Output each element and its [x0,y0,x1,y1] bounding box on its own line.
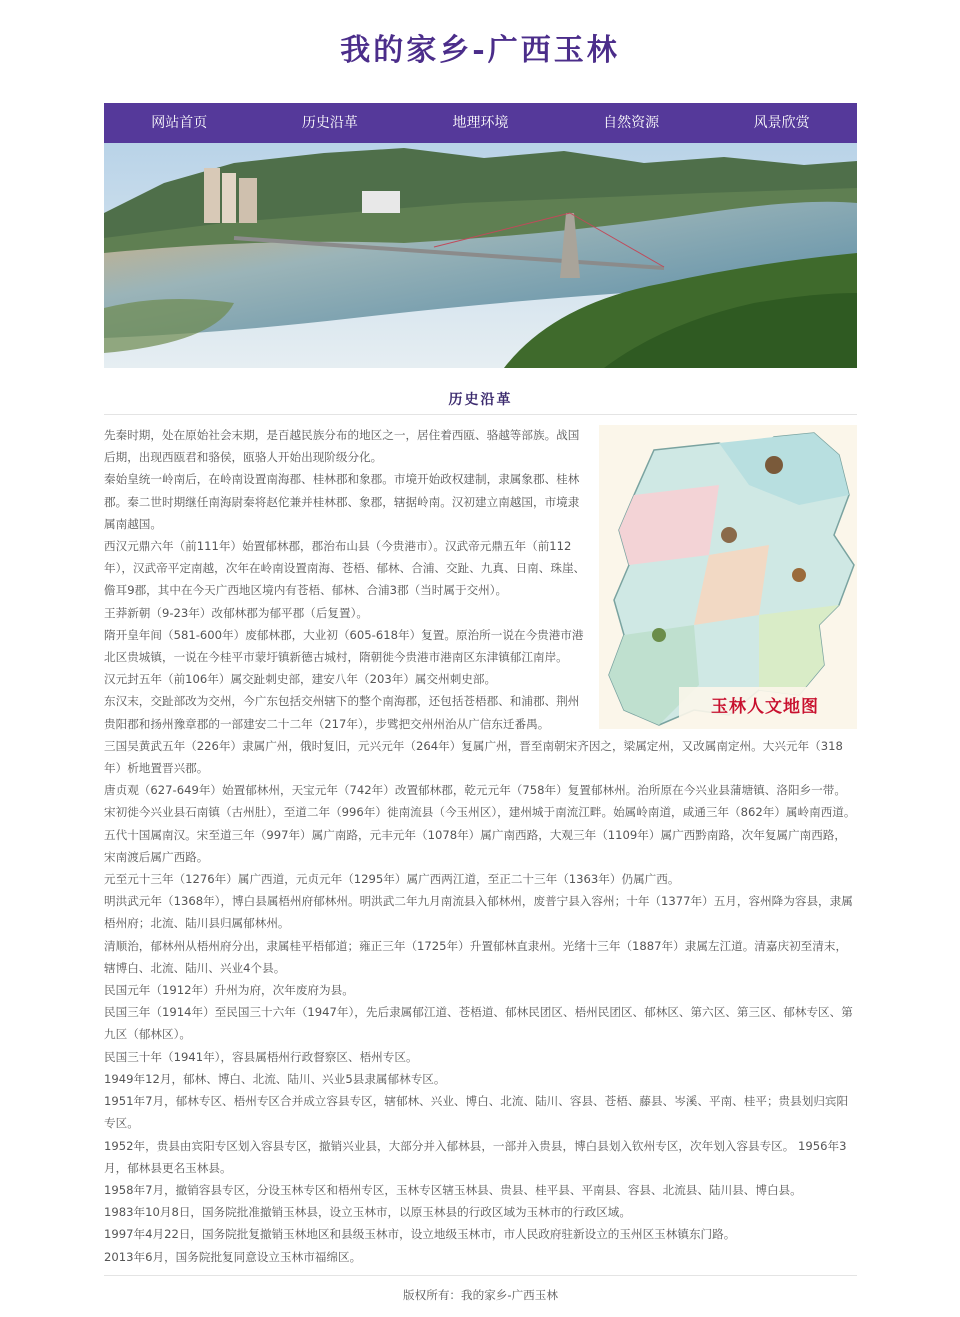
history-paragraph: 1997年4月22日，国务院批复撤销玉林地区和县级玉林市，设立地级玉林市，市人民政府驻新设立的玉州区玉林镇东门路。 [104,1227,736,1242]
map-caption: 玉林人文地图 [711,697,819,717]
history-paragraph: 民国三年（1914年）至民国三十六年（1947年），先后隶属郁江道、苍梧道、郁林民团区、梧州民团区、郁林区、第六区、第三区、郁林专区、第九区（郁林区）。 [104,1005,853,1042]
culture-map-image [599,425,857,729]
history-paragraph: 民国三十年（1941年），容县属梧州行政督察区、梧州专区。 [104,1049,418,1064]
history-paragraph: 汉元封五年（前106年）属交趾刺史部，建安八年（203年）属交州刺史部。 [104,672,497,687]
nav-home[interactable]: 网站首页 [151,115,208,131]
banner-image [104,143,857,368]
history-paragraph: 先秦时期，处在原始社会末期，是百越民族分布的地区之一，居住着西瓯、骆越等部族。战国后期，出现西瓯君和骆侯，瓯骆人开始出现阶级分化。 [104,428,580,465]
section-title: 历史沿革 [104,368,857,415]
history-paragraph: 元至元十三年（1276年）属广西道，元贞元年（1295年）属广西两江道，至正二十三年（1363年）仍属广西。 [104,872,680,887]
history-paragraph: 2013年6月，国务院批复同意设立玉林市福绵区。 [104,1249,362,1264]
nav-scenery[interactable]: 风景欣赏 [753,115,810,131]
history-paragraph: 清顺治，郁林州从梧州府分出，隶属桂平梧郁道；雍正三年（1725年）升置郁林直隶州。光绪十三年（1887年）隶属左江道。清嘉庆初至清末，辖博白、北流、陆川、兴业4个县。 [104,938,848,975]
footer-copyright: 版权所有：我的家乡-广西玉林 [104,1275,857,1303]
main-nav [104,103,857,143]
history-paragraph: 秦始皇统一岭南后，在岭南设置南海郡、桂林郡和象郡。市境开始政权建制，隶属象郡、桂林郡。秦二世时期继任南海尉秦将赵佗兼并桂林郡、象郡，辖据岭南。汉初建立南越国，市境隶属南越国。 [104,472,580,531]
history-paragraph: 1952年，贵县由宾阳专区划入容县专区，撤销兴业县，大部分并入郁林县，一部并入贵县，博白县划入钦州专区，次年划入容县专区。 1956年3月，郁林县更名玉林县。 [104,1138,847,1175]
history-paragraph: 1951年7月，郁林专区、梧州专区合并成立容县专区，辖郁林、兴业、博白、北流、陆川、容县、苍梧、藤县、岑溪、平南、桂平；贵县划归宾阳专区。 [104,1094,849,1131]
history-paragraph: 明洪武元年（1368年），博白县属梧州府郁林州。明洪武二年九月南流县入郁林州，废普宁县入容州；十年（1377年）五月，容州降为容县，隶属梧州府；北流、陆川县归属郁林州。 [104,894,853,931]
nav-geography[interactable]: 地理环境 [452,115,509,131]
history-paragraph: 三国吴黄武五年（226年）隶属广州，俄时复旧，元兴元年（264年）复属广州，晋至南朝宋齐因之，梁属定州，又改属南定州。大兴元年（318年）析地置晋兴郡。 [104,738,843,776]
site-title: 我的家乡-广西玉林 [340,33,620,68]
history-content [104,415,857,1268]
history-paragraph: 王莽新朝（9-23年）改郁林郡为郁平郡（后复置）。 [104,605,368,620]
history-paragraph: 东汉末，交趾部改为交州，今广东包括交州辖下的整个南海郡，还包括苍梧郡、和浦郡、荆州贵阳郡和扬州豫章郡的一部建安二十二年（217年），步骘把交州州治从广信东迁番禺。 [104,694,580,731]
history-paragraph: 唐贞观（627-649年）始置郁林州，天宝元年（742年）改置郁林郡，乾元元年（758年）复置郁林州。治所原在今兴业县蒲塘镇、洛阳乡一带。宋初徙今兴业县石南镇（古州肚），至道二年（996年）徙南流县（今玉州区），建州城于南流江畔。始属岭南道，咸通三年（862年）属岭南西道。五代十国属南汉。宋至道三年（997年）属广南路，元丰元年（1078年）属广南西路，大观三年（1109年）属广西黔南路，次年复属广南西路，宋南渡后属广西路。 [104,783,856,864]
history-paragraph: 1983年10月8日，国务院批准撤销玉林县，设立玉林市，以原玉林县的行政区域为玉林市的行政区域。 [104,1205,631,1220]
page-container [104,0,857,1303]
history-paragraph: 1949年12月，郁林、博白、北流、陆川、兴业5县隶属郁林专区。 [104,1071,446,1086]
history-paragraph: 1958年7月，撤销容县专区，分设玉林专区和梧州专区，玉林专区辖玉林县、贵县、桂平县、平南县、容县、北流县、陆川县、博白县。 [104,1182,802,1197]
nav-history[interactable]: 历史沿革 [301,115,358,131]
history-paragraph: 西汉元鼎六年（前111年）始置郁林郡，郡治布山县（今贵港市）。汉武帝元鼎五年（前112年），汉武帝平定南越，次年在岭南设置南海、苍梧、郁林、合浦、交趾、九真、日南、珠崖、儋耳9郡，其中在今天广西地区境内有苍梧、郁林、合浦3郡（当时属于交州）。 [104,539,586,598]
history-paragraph: 隋开皇年间（581-600年）废郁林郡，大业初（605-618年）复置。原治所一说在今贵港市港北区贵城镇，一说在今桂平市蒙圩镇新德古城村，隋朝徙今贵港市港南区东津镇郁江南岸。 [104,627,584,665]
nav-resources[interactable]: 自然资源 [603,115,660,131]
history-paragraph: 民国元年（1912年）升州为府，次年废府为县。 [104,983,354,998]
